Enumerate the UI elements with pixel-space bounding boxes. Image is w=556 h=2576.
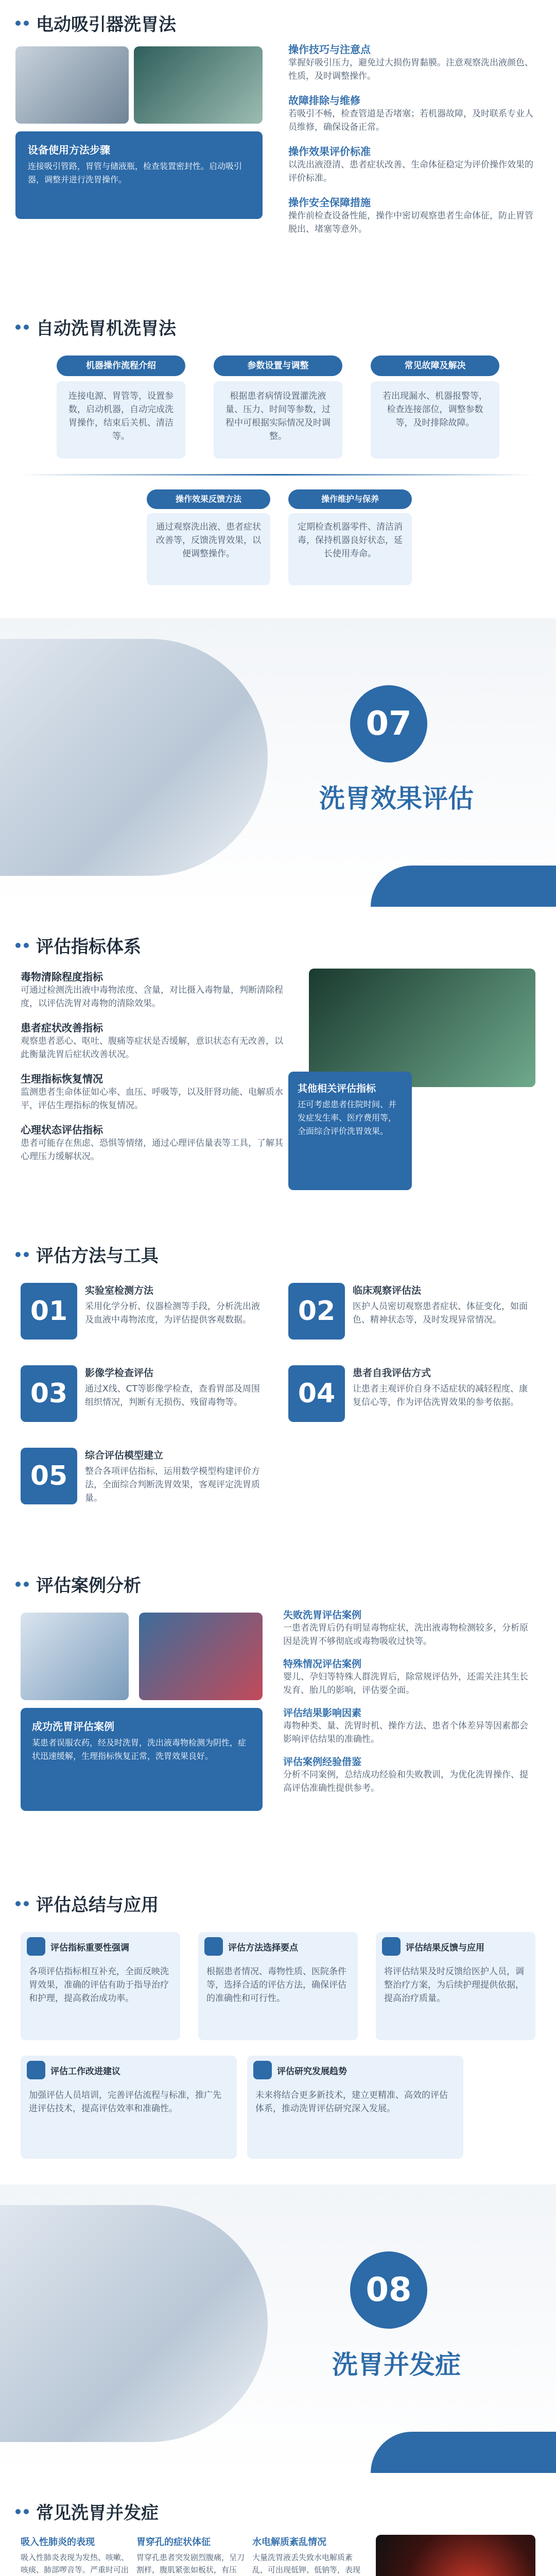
indicator: 毒物清除程度指标 可通过检测洗出液中毒物浓度、含量，对比摄入毒物量，判断清除程度，以评估洗胃对毒物的清除效果。 bbox=[21, 971, 283, 1009]
chapter-07 bbox=[0, 618, 556, 907]
method-text: 影像学检查评估 通过X线、CT等影像学检查，查看胃部及周围组织情况，判断有无损伤、残留毒物等。 bbox=[85, 1367, 260, 1408]
photo-gloves bbox=[15, 46, 129, 124]
indicator: 生理指标恢复情况 监测患者生命体征如心率、血压、呼吸等，以及肝肾功能、电解质水平，评估生理指标的恢复情况。 bbox=[21, 1073, 283, 1111]
method-text: 实验室检测方法 采用化学分析、仪器检测等手段，分析洗出液及血液中毒物浓度，为评估提供客观数据。 bbox=[85, 1285, 260, 1325]
summary-card: 评估工作改进建议 加强评估人员培训，完善评估流程与标准，推广先进评估技术，提高评估效率和准确性。 bbox=[21, 2056, 237, 2159]
vials-photo bbox=[0, 639, 268, 876]
case: 评估结果影响因素 毒物种类、量、洗胃时机、操作方法、患者个体差异等因素都会影响评估结果的准确性。 bbox=[283, 1707, 528, 1744]
section-summary bbox=[0, 1886, 556, 2174]
chapter-title: 洗胃并发症 bbox=[332, 2350, 461, 2380]
title-dots-icon bbox=[15, 943, 29, 948]
method-num: 02 bbox=[288, 1283, 345, 1340]
section-title: 自动洗胃机洗胃法 bbox=[15, 314, 176, 340]
title-dots-icon bbox=[15, 1901, 29, 1906]
swoosh bbox=[371, 866, 556, 907]
col-label: 常见故障及解决 bbox=[371, 355, 499, 376]
method-num: 01 bbox=[21, 1283, 77, 1340]
s1-items bbox=[288, 41, 541, 236]
summary-card: 评估研究发展趋势 未来将结合更多新技术，建立更精准、高效的评估体系，推动洗胃评估研究深入发展。 bbox=[247, 2056, 463, 2159]
item: 操作技巧与注意点 掌握好吸引压力，避免过大损伤胃黏膜。注意观察洗出液颜色、性质，及时调整操作。 bbox=[288, 43, 533, 81]
sample-photo bbox=[139, 1613, 263, 1700]
method-num: 04 bbox=[288, 1365, 345, 1422]
case-list bbox=[283, 1607, 535, 1795]
comp-item: 吸入性肺炎的表现 吸入性肺炎表现为发热、咳嗽、咳痰、肺部啰音等。严重时可出 bbox=[21, 2537, 129, 2574]
summary-card: 评估方法选择要点 根据患者情况、毒物性质、医院条件等，选择合适的评估方法，确保评估的准确性和可行性。 bbox=[198, 1932, 358, 2040]
steps-box-title: 设备使用方法步骤 bbox=[28, 144, 110, 156]
summary-card: 评估指标重要性强调 各项评估指标相互补充，全面反映洗胃效果，准确的评估有助于指导治疗和护理，提高救治成功率。 bbox=[21, 1932, 180, 2040]
section-indicators bbox=[0, 927, 556, 1216]
bottom-label: 操作效果反馈方法 bbox=[147, 489, 270, 509]
title-dots-icon bbox=[15, 325, 29, 330]
bottom-card: 通过观察洗出液、患者症状改善等，反馈洗胃效果，以便调整操作。 bbox=[147, 513, 270, 585]
case: 评估案例经验借鉴 分析不同案例，总结成功经验和失败教训，为优化洗胃操作、提高评估准确性提供参考。 bbox=[283, 1756, 528, 1793]
indicator: 患者症状改善指标 观察患者恶心、呕吐、腹痛等症状是否缓解，意识状态有无改善，以此衡量洗胃后症状改善状况。 bbox=[21, 1022, 283, 1060]
method-num: 05 bbox=[21, 1448, 77, 1504]
section-title: 电动吸引器洗胃法 bbox=[15, 10, 176, 36]
section-methods bbox=[0, 1236, 556, 1546]
chart-icon bbox=[27, 1937, 45, 1956]
col-card: 根据患者病情设置灌洗液量、压力、时间等参数，过程中可根据实际情况及时调整。 bbox=[214, 381, 342, 459]
check-icon bbox=[204, 1937, 223, 1956]
side-box: 其他相关评估指标 还可考虑患者住院时间、并发症发生率、医疗费用等，全面综合评价洗胃效果。 bbox=[288, 1072, 412, 1190]
item: 故障排除与维修 若吸引不畅，检查管道是否堵塞；若机器故障，及时联系专业人员维修，确保设备正常。 bbox=[288, 94, 533, 132]
col-label: 参数设置与调整 bbox=[214, 355, 342, 376]
steps-box bbox=[15, 131, 263, 219]
comp-item: 水电解质紊乱情况 大量洗胃液丢失致水电解质紊乱，可出现低钾、低钠等，表现 bbox=[252, 2537, 361, 2574]
section-cases bbox=[0, 1566, 556, 1875]
steps-box-text: 连接吸引管路，胃管与储液瓶，检查装置密封性。启动吸引器，调整并进行洗胃操作。 bbox=[28, 161, 242, 184]
method-text: 综合评估模型建立 整合各项评估指标，运用数学模型构建评价方法，全面综合判断洗胃效果，客观评定洗胃质量。 bbox=[85, 1450, 260, 1503]
section-title: 评估总结与应用 bbox=[15, 1891, 159, 1916]
title-dots-icon bbox=[15, 1582, 29, 1587]
item: 操作效果评价标准 以洗出液澄清、患者症状改善、生命体征稳定为评价操作效果的评价标准。 bbox=[288, 145, 533, 183]
method-num: 03 bbox=[21, 1365, 77, 1422]
circle: 08 bbox=[350, 2251, 427, 2329]
case: 特殊情况评估案例 婴儿、孕妇等特殊人群洗胃后，除常规评估外，还需关注其生长发育、胎儿的影响，评估要全面。 bbox=[283, 1658, 528, 1696]
test-tubes-photo bbox=[309, 969, 535, 1087]
section-complications bbox=[0, 2494, 556, 2576]
indicator-list bbox=[21, 969, 288, 1163]
title-dots-icon bbox=[15, 2509, 29, 2514]
bottom-card: 定期检查机器零件、清洁消毒，保持机器良好状态，延长使用寿命。 bbox=[288, 513, 412, 585]
col-card: 若出现漏水、机器报警等，检查连接部位，调整参数等，及时排除故障。 bbox=[371, 381, 499, 459]
tools-icon bbox=[27, 2061, 45, 2079]
method-text: 患者自我评估方式 让患者主观评价自身不适症状的减轻程度、康复信心等，作为评估洗胃效果的参考依据。 bbox=[353, 1367, 528, 1408]
section-electric-suction bbox=[0, 0, 556, 289]
section-title: 评估方法与工具 bbox=[15, 1242, 159, 1267]
circle: 07 bbox=[350, 685, 427, 762]
case: 失败洗胃评估案例 一患者洗胃后仍有明显毒物症状，洗出液毒物检测较多，分析原因是洗胃不够彻底或毒物吸收过快等。 bbox=[283, 1609, 528, 1647]
title-dots-icon bbox=[15, 21, 29, 26]
bottom-label: 操作维护与保养 bbox=[288, 489, 412, 509]
section-auto-machine bbox=[0, 309, 556, 598]
col-card: 连接电源、胃管等，设置参数，启动机器，自动完成洗胃操作，结束后关机、清洁等。 bbox=[57, 381, 185, 459]
swoosh bbox=[371, 2432, 556, 2473]
comp-item: 胃穿孔的症状体征 胃穿孔患者突发剧烈腹痛，呈刀割样，腹肌紧张如板状，有压 bbox=[136, 2537, 245, 2574]
item: 操作安全保障措施 操作前检查设备性能，操作中密切观察患者生命体征，防止胃管脱出、堵塞等意外。 bbox=[288, 196, 533, 234]
section-title: 常见洗胃并发症 bbox=[15, 2499, 159, 2524]
divider bbox=[21, 474, 535, 476]
stomach-photo bbox=[376, 2535, 535, 2576]
col-label: 机器操作流程介绍 bbox=[57, 355, 185, 376]
section-title: 评估指标体系 bbox=[15, 933, 141, 958]
chapter-title: 洗胃效果评估 bbox=[319, 784, 474, 814]
title-dots-icon bbox=[15, 1252, 29, 1257]
trend-icon bbox=[253, 2061, 272, 2079]
chapter-08 bbox=[0, 2184, 556, 2473]
summary-card: 评估结果反馈与应用 将评估结果及时反馈给医护人员，调整治疗方案，为后续护理提供依据，提高治疗质量。 bbox=[376, 1932, 535, 2040]
vials-photo bbox=[0, 2205, 268, 2442]
feedback-icon bbox=[382, 1937, 401, 1956]
success-box: 成功洗胃评估案例 某患者误服农药，经及时洗胃，洗出液毒物检测为阴性，症状迅速缓解，生理指标恢复正常，洗胃效果良好。 bbox=[21, 1708, 263, 1811]
lab-photo bbox=[21, 1613, 129, 1700]
indicator: 心理状态评估指标 患者可能存在焦虑、恐惧等情绪，通过心理评估量表等工具，了解其心理压力缓解状况。 bbox=[21, 1124, 283, 1162]
method-text: 临床观察评估法 医护人员密切观察患者症状、体征变化，如面色、精神状态等，及时发现异常情况。 bbox=[353, 1285, 528, 1325]
photo-surgery bbox=[134, 46, 263, 124]
section-title: 评估案例分析 bbox=[15, 1571, 141, 1597]
